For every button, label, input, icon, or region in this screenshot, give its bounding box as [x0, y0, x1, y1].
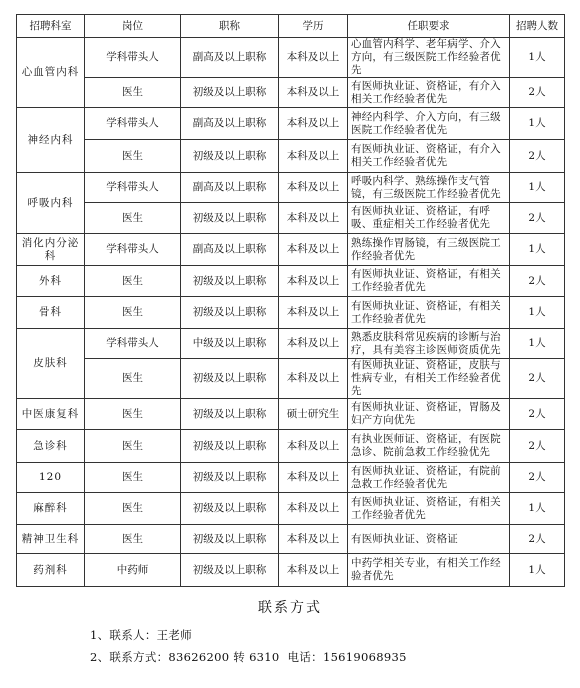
requirement-cell: 有医师执业证、资格证，有相关工作经验者优先 — [348, 297, 510, 329]
title-cell: 初级及以上职称 — [181, 525, 279, 554]
education-cell: 本科及以上 — [279, 329, 348, 359]
education-cell: 本科及以上 — [279, 493, 348, 525]
title-cell: 初级及以上职称 — [181, 399, 279, 430]
position-cell: 医生 — [85, 463, 181, 493]
table-row — [17, 140, 565, 173]
education-cell: 本科及以上 — [279, 203, 348, 234]
table-row — [17, 108, 565, 140]
contact-mobile-phone: 15619068935 — [322, 650, 407, 664]
title-cell: 副高及以上职称 — [181, 234, 279, 266]
dept-cell: 消化内分泌科 — [17, 234, 85, 266]
count-cell: 2人 — [510, 359, 565, 399]
position-cell: 医生 — [85, 525, 181, 554]
table-row — [17, 399, 565, 430]
table-header-row — [17, 15, 565, 38]
requirement-cell: 呼吸内科学、熟练操作支气管镜，有三级医院工作经验者优先 — [348, 173, 510, 203]
table-row — [17, 329, 565, 359]
title-cell: 中级及以上职称 — [181, 329, 279, 359]
education-cell: 本科及以上 — [279, 359, 348, 399]
table-row — [17, 38, 565, 78]
contact-title: 联系方式 — [258, 600, 322, 616]
count-cell: 1人 — [510, 38, 565, 78]
requirement-cell: 有医师执业证、资格证，有院前急救工作经验者优先 — [348, 463, 510, 493]
title-cell: 初级及以上职称 — [181, 359, 279, 399]
count-cell: 1人 — [510, 493, 565, 525]
table-row — [17, 430, 565, 463]
education-cell: 本科及以上 — [279, 525, 348, 554]
dept-cell: 120 — [17, 463, 85, 493]
table-row — [17, 463, 565, 493]
requirement-cell: 有医师执业证、资格证，有介入相关工作经验者优先 — [348, 140, 510, 173]
contact-person-value: 王老师 — [156, 628, 193, 642]
position-cell: 学科带头人 — [85, 38, 181, 78]
position-cell: 医生 — [85, 203, 181, 234]
count-cell: 1人 — [510, 173, 565, 203]
count-cell: 2人 — [510, 140, 565, 173]
position-cell: 学科带头人 — [85, 108, 181, 140]
count-cell: 2人 — [510, 430, 565, 463]
header-requirement: 任职要求 — [348, 15, 510, 38]
dept-cell: 急诊科 — [17, 430, 85, 463]
requirement-cell: 有医师执业证、资格证，有相关工作经验者优先 — [348, 493, 510, 525]
requirement-cell: 熟练操作胃肠镜，有三级医院工作经验者优先 — [348, 234, 510, 266]
count-cell: 1人 — [510, 108, 565, 140]
table-row — [17, 78, 565, 108]
title-cell: 初级及以上职称 — [181, 493, 279, 525]
requirement-cell: 心血管内科学、老年病学、介入方向，有三级医院工作经验者优先 — [348, 38, 510, 78]
count-cell: 1人 — [510, 234, 565, 266]
requirement-cell: 有医师执业证、资格证，有相关工作经验者优先 — [348, 266, 510, 297]
position-cell: 医生 — [85, 266, 181, 297]
title-cell: 初级及以上职称 — [181, 430, 279, 463]
requirement-cell: 有执业医师证、资格证，有医院急诊、院前急救工作经验优先 — [348, 430, 510, 463]
position-cell: 医生 — [85, 430, 181, 463]
dept-cell: 精神卫生科 — [17, 525, 85, 554]
education-cell: 本科及以上 — [279, 234, 348, 266]
requirement-cell: 中药学相关专业，有相关工作经验者优先 — [348, 554, 510, 587]
table-row — [17, 173, 565, 203]
dept-cell: 骨科 — [17, 297, 85, 329]
position-cell: 学科带头人 — [85, 329, 181, 359]
dept-cell: 呼吸内科 — [17, 173, 85, 234]
table-row — [17, 554, 565, 587]
position-cell: 学科带头人 — [85, 234, 181, 266]
education-cell: 本科及以上 — [279, 430, 348, 463]
education-cell: 本科及以上 — [279, 140, 348, 173]
position-cell: 中药师 — [85, 554, 181, 587]
contact-person-label: 1、联系人： — [90, 628, 157, 642]
contact-method-line — [90, 649, 407, 665]
requirement-cell: 神经内科学、介入方向，有三级医院工作经验者优先 — [348, 108, 510, 140]
count-cell: 1人 — [510, 329, 565, 359]
education-cell: 本科及以上 — [279, 108, 348, 140]
dept-cell: 神经内科 — [17, 108, 85, 173]
dept-cell: 药剂科 — [17, 554, 85, 587]
education-cell: 本科及以上 — [279, 554, 348, 587]
education-cell: 本科及以上 — [279, 78, 348, 108]
position-cell: 医生 — [85, 140, 181, 173]
dept-cell: 皮肤科 — [17, 329, 85, 399]
title-cell: 初级及以上职称 — [181, 140, 279, 173]
table-row — [17, 203, 565, 234]
header-education: 学历 — [279, 15, 348, 38]
table-row — [17, 297, 565, 329]
education-cell: 本科及以上 — [279, 463, 348, 493]
title-cell: 初级及以上职称 — [181, 463, 279, 493]
table-row — [17, 234, 565, 266]
header-position: 岗位 — [85, 15, 181, 38]
table-row — [17, 266, 565, 297]
count-cell: 2人 — [510, 78, 565, 108]
dept-cell: 麻醉科 — [17, 493, 85, 525]
title-cell: 初级及以上职称 — [181, 266, 279, 297]
header-title: 职称 — [181, 15, 279, 38]
dept-cell: 心血管内科 — [17, 38, 85, 108]
position-cell: 医生 — [85, 493, 181, 525]
count-cell: 1人 — [510, 554, 565, 587]
title-cell: 初级及以上职称 — [181, 203, 279, 234]
contact-office-phone: 83626200 转 6310 — [168, 650, 280, 664]
title-cell: 初级及以上职称 — [181, 297, 279, 329]
position-cell: 医生 — [85, 297, 181, 329]
table-row — [17, 493, 565, 525]
education-cell: 本科及以上 — [279, 38, 348, 78]
education-cell: 硕士研究生 — [279, 399, 348, 430]
education-cell: 本科及以上 — [279, 266, 348, 297]
requirement-cell: 有医师执业证、资格证，胃肠及妇产方向优先 — [348, 399, 510, 430]
title-cell: 副高及以上职称 — [181, 38, 279, 78]
requirement-cell: 有医师执业证、资格证 — [348, 525, 510, 554]
requirement-cell: 有医师执业证、资格证，有介入相关工作经验者优先 — [348, 78, 510, 108]
header-dept: 招聘科室 — [17, 15, 85, 38]
count-cell: 2人 — [510, 203, 565, 234]
table-row — [17, 359, 565, 399]
requirement-cell: 有医师执业证、资格证，皮肤与性病专业，有相关工作经验者优先 — [348, 359, 510, 399]
position-cell: 医生 — [85, 399, 181, 430]
title-cell: 副高及以上职称 — [181, 173, 279, 203]
position-cell: 医生 — [85, 359, 181, 399]
contact-method-label: 2、联系方式： — [90, 650, 169, 664]
title-cell: 副高及以上职称 — [181, 108, 279, 140]
position-cell: 医生 — [85, 78, 181, 108]
count-cell: 2人 — [510, 266, 565, 297]
title-cell: 初级及以上职称 — [181, 78, 279, 108]
requirement-cell: 有医师执业证、资格证，有呼吸、重症相关工作经验者优先 — [348, 203, 510, 234]
dept-cell: 外科 — [17, 266, 85, 297]
education-cell: 本科及以上 — [279, 173, 348, 203]
count-cell: 1人 — [510, 297, 565, 329]
requirement-cell: 熟悉皮肤科常见疾病的诊断与治疗，具有美容主诊医师资质优先 — [348, 329, 510, 359]
contact-phone-label: 电话： — [287, 650, 323, 664]
title-cell: 初级及以上职称 — [181, 554, 279, 587]
table-row — [17, 525, 565, 554]
education-cell: 本科及以上 — [279, 297, 348, 329]
recruitment-table — [16, 14, 565, 587]
contact-person-line — [90, 627, 192, 643]
count-cell: 2人 — [510, 399, 565, 430]
count-cell: 2人 — [510, 463, 565, 493]
count-cell: 2人 — [510, 525, 565, 554]
position-cell: 学科带头人 — [85, 173, 181, 203]
dept-cell: 中医康复科 — [17, 399, 85, 430]
table-body — [17, 38, 565, 587]
header-count: 招聘人数 — [510, 15, 565, 38]
